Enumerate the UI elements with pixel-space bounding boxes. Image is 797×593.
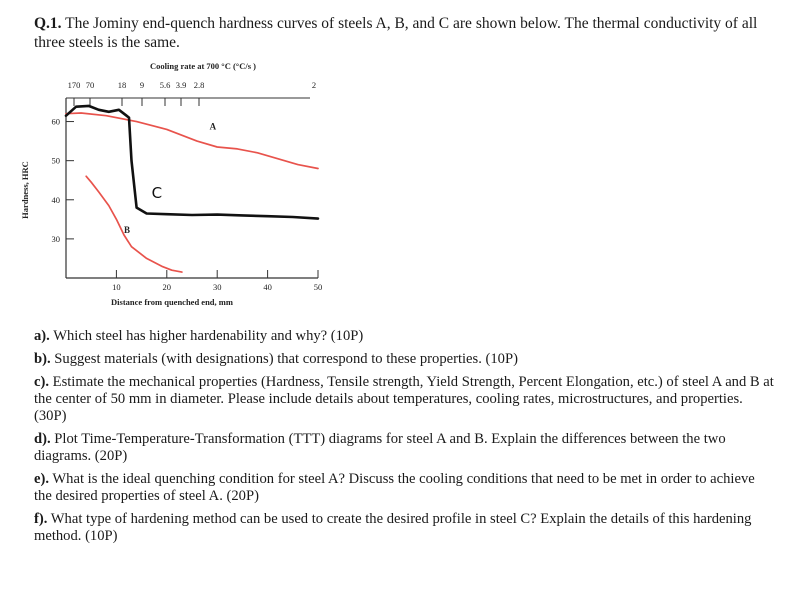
y-axis-label: Hardness, HRC [20, 161, 30, 219]
question-header [34, 14, 774, 52]
series-line-a [66, 113, 318, 169]
subquestion-e: e). What is the ideal quenching condition for steel A? Discuss the cooling conditions that need to be met in order to achieve the desired properties of steel A. (20P) [34, 471, 755, 504]
x-tick-label: 20 [162, 282, 172, 292]
top-tick-label: 170 [67, 80, 81, 90]
x-tick-label: 50 [313, 282, 323, 292]
subquestion-f: f). What type of hardening method can be used to create the desired profile in steel C? Explain the details of this hardening method. (10P) [34, 511, 752, 544]
y-tick-label: 30 [51, 233, 60, 244]
question-number: Q.1. [34, 15, 62, 32]
x-tick-label: 30 [212, 282, 222, 292]
top-tick-label: 2 [311, 80, 317, 90]
subquestion-d: d). Plot Time-Temperature-Transformation (TTT) diagrams for steel A and B. Explain the differences between the two diagrams. (20P) [34, 431, 726, 464]
y-tick-label: 50 [51, 155, 60, 166]
x-axis-label: Distance from quenched end, mm [111, 297, 233, 307]
subquestion-c: c). Estimate the mechanical properties (Hardness, Tensile strength, Yield Strength, Percent Elongation, etc.) of steel A and B at the center of 50 mm in diameter. Please include details about temperatures, cooling rates, microstructures, and properties. (30P) [34, 374, 774, 424]
curve-label-a: A [209, 121, 217, 132]
question-text: The Jominy end-quench hardness curves of steels A, B, and C are shown below. The thermal conductivity of all three steels is the same. [34, 15, 758, 51]
y-tick-label: 40 [51, 194, 60, 205]
y-tick-label: 60 [51, 116, 60, 127]
series-line-c [66, 106, 318, 219]
top-tick-label: 5.6 [159, 80, 171, 90]
top-tick-label: 9 [139, 80, 145, 90]
jominy-chart-svg [18, 58, 338, 316]
subquestion-b: b). Suggest materials (with designations) that correspond to these properties. (10P) [34, 351, 518, 367]
top-tick-label: 70 [85, 80, 95, 90]
curve-label-b: B [123, 225, 130, 236]
x-tick-label: 40 [263, 282, 272, 292]
subquestions-list [34, 328, 774, 551]
top-axis-title: Cooling rate at 700 °C (°C/s ) [150, 61, 256, 71]
jominy-chart [18, 58, 338, 316]
top-tick-label: 18 [117, 80, 127, 90]
x-tick-label: 10 [112, 282, 121, 292]
curve-label-c: C [151, 183, 163, 202]
top-tick-label: 3.9 [175, 80, 187, 90]
subquestion-a: a). Which steel has higher hardenability and why? (10P) [34, 328, 364, 344]
top-tick-label: 2.8 [193, 80, 205, 90]
